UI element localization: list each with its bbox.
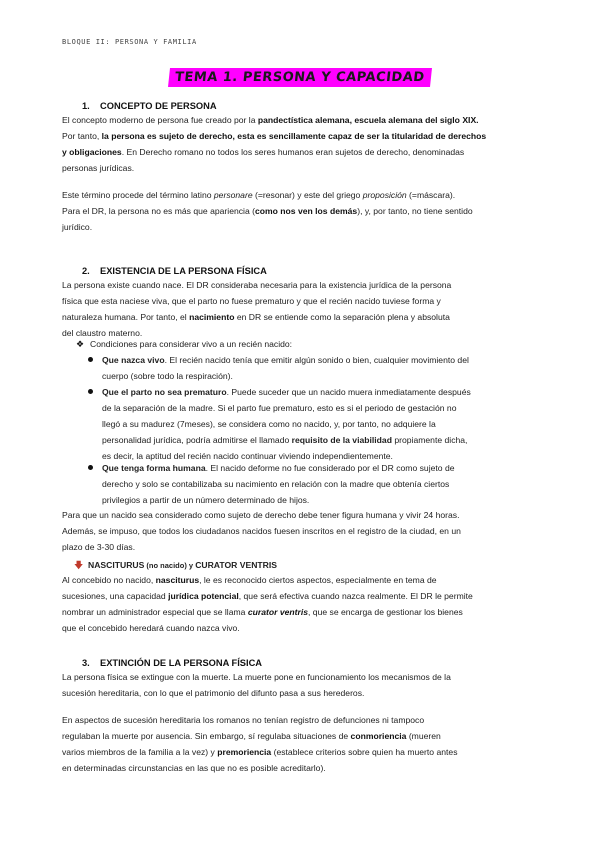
- text: . El recién nacido tenía que emitir algún sonido o bien, cualquier movimiento del: [164, 355, 469, 365]
- section-title: CONCEPTO DE PERSONA: [100, 101, 217, 111]
- section-1-paragraph-2: [62, 187, 536, 235]
- text: (no nacido) y: [144, 561, 196, 570]
- section-number: 2.: [82, 266, 90, 276]
- bold-text: premoriencia: [217, 747, 272, 757]
- condition-item-2: [102, 384, 536, 464]
- condition-item-1: [102, 352, 536, 384]
- text: . El nacido deforme no fue considerado por el DR como sujeto de: [205, 463, 455, 473]
- text: personalidad jurídica, podría admitirse el llamado: [102, 435, 292, 445]
- text: en DR se entiende como la separación plena y absoluta: [234, 312, 450, 322]
- text: La persona física se extingue con la muerte. La muerte pone en funcionamiento los mecanismos de la: [62, 672, 451, 682]
- text: plazo de 3-30 días.: [62, 542, 136, 552]
- text: Por tanto,: [62, 131, 102, 141]
- text: del claustro materno.: [62, 328, 143, 338]
- text: Además, se impuso, que todos los ciudadanos nacidos fuesen inscritos en el registro de la ciudad, en un: [62, 526, 461, 536]
- section-number: 1.: [82, 101, 90, 111]
- text: sucesiones, una capacidad: [62, 591, 169, 601]
- text: , le es reconocido ciertos aspectos, especialmente en tema de: [199, 575, 437, 585]
- section-1-heading: [82, 101, 217, 111]
- diamond-bullet-icon: ❖: [76, 339, 85, 349]
- section-title: EXTINCIÓN DE LA PERSONA FÍSICA: [100, 658, 263, 668]
- section-3-heading: [82, 658, 262, 668]
- bold-text: Que el parto no sea prematuro: [102, 387, 227, 397]
- text: , que se encarga de gestionar los bienes: [308, 607, 463, 617]
- bold-text: nasciturus: [155, 575, 200, 585]
- bold-text: Que tenga forma humana: [102, 463, 206, 473]
- text: nombrar un administrador especial que se llama: [62, 607, 248, 617]
- text: (=resonar) y este del griego: [252, 190, 363, 200]
- text: de la separación de la madre. Si el parto fue prematuro, esto es si el periodo de gestación no: [102, 403, 457, 413]
- text: cuerpo (sobre todo la respiración).: [102, 371, 233, 381]
- page-title: TEMA 1. PERSONA Y CAPACIDAD: [168, 68, 432, 87]
- text: sucesión hereditaria, con lo que el patrimonio del difunto pasa a sus herederos.: [62, 688, 365, 698]
- bullet-icon: [88, 389, 93, 394]
- section-2-heading: [82, 266, 267, 276]
- section-3-paragraph-1: [62, 669, 536, 701]
- section-2-paragraph-1: [62, 277, 536, 341]
- text: regulaban la muerte por ausencia. Sin embargo, sí regulaba situaciones de: [62, 731, 351, 741]
- text: Este término procede del término latino: [62, 190, 214, 200]
- bullet-icon: [88, 465, 93, 470]
- section-1-paragraph-1: [62, 112, 536, 176]
- page-header: BLOQUE II: PERSONA Y FAMILIA: [62, 38, 197, 46]
- section-number: 3.: [82, 658, 90, 668]
- text: (=máscara).: [406, 190, 456, 200]
- text: propiamente dicha,: [391, 435, 468, 445]
- text: El concepto moderno de persona fue creado por la: [62, 115, 258, 125]
- text: es decir, la aptitud del recién nacido continuar viviendo independientemente.: [102, 451, 393, 461]
- bullet-icon: [88, 357, 93, 362]
- bold-text: jurídica potencial: [168, 591, 239, 601]
- section-2-paragraph-3: [62, 572, 536, 636]
- text: ), y, por tanto, no tiene sentido: [357, 206, 473, 216]
- bold-text: Que nazca vivo: [102, 355, 165, 365]
- text: llegó a su madurez (7meses), se considera como no nacido, y, por tanto, no adquiere la: [102, 419, 436, 429]
- bold-text: CURATOR VENTRIS: [195, 560, 277, 570]
- bold-text: pandectística alemana: [257, 115, 350, 125]
- bold-text: , esta es sencillamente capaz de ser la titularidad de derechos: [232, 131, 487, 141]
- text: , que será efectiva cuando nazca realmente. El DR le permite: [238, 591, 473, 601]
- text: . En Derecho romano no todos los seres humanos eran sujetos de derecho, denominadas: [121, 147, 465, 157]
- text: . Puede suceder que un nacido muera inmediatamente después: [226, 387, 471, 397]
- text: jurídico.: [62, 222, 93, 232]
- text: Para que un nacido sea considerado como sujeto de derecho debe tener figura humana y vivir 24 horas.: [62, 510, 460, 520]
- text: privilegios a partir de un número determinado de hijos.: [102, 495, 310, 505]
- text: Al concebido no nacido,: [62, 575, 156, 585]
- bold-text: y obligaciones: [62, 147, 122, 157]
- text: que el concebido heredará cuando nazca vivo.: [62, 623, 240, 633]
- text: en determinadas circunstancias en las que no es posible acreditarlo).: [62, 763, 326, 773]
- text: Para el DR, la persona no es más que apariencia (: [62, 206, 255, 216]
- condition-item-3: [102, 460, 536, 508]
- text: naturaleza humana. Por tanto, el: [62, 312, 190, 322]
- section-title: EXISTENCIA DE LA PERSONA FÍSICA: [100, 266, 267, 276]
- bold-text: la persona es sujeto de derecho: [101, 131, 233, 141]
- text: En aspectos de sucesión hereditaria los romanos no tenían registro de defunciones ni tampoco: [62, 715, 425, 725]
- title-wrap: [0, 68, 599, 87]
- red-arrow-down-icon: 🡇: [74, 560, 84, 570]
- bold-text: requisito de la viabilidad: [291, 435, 392, 445]
- section-2-paragraph-2: [62, 507, 536, 555]
- text: (establece criterios sobre quien ha muerto antes: [271, 747, 458, 757]
- bold-text: conmoriencia: [350, 731, 407, 741]
- text: personas jurídicas.: [62, 163, 135, 173]
- section-3-paragraph-2: [62, 712, 536, 776]
- text: (mueren: [406, 731, 441, 741]
- text: Condiciones para considerar vivo a un recién nacido:: [90, 339, 293, 349]
- text: derecho y solo se contabilizaba su nacimiento en relación con la madre que obtenía ciertos: [102, 479, 450, 489]
- text: física que esta naciese viva, que el parto no fuese prematuro y que el recién nacido tuviese forma y: [62, 296, 441, 306]
- bold-text: nacimiento: [189, 312, 235, 322]
- text: varios miembros de la familia a la vez) y: [62, 747, 218, 757]
- text: La persona existe cuando nace. El DR consideraba necesaria para la existencia jurídica de la persona: [62, 280, 452, 290]
- italic-text: personare: [213, 190, 253, 200]
- bold-text: NASCITURUS: [88, 560, 145, 570]
- bold-italic-text: curator ventris: [247, 607, 309, 617]
- italic-text: proposición: [362, 190, 407, 200]
- bold-text: , escuela alemana del siglo XIX.: [349, 115, 479, 125]
- bold-text: como nos ven los demás: [255, 206, 358, 216]
